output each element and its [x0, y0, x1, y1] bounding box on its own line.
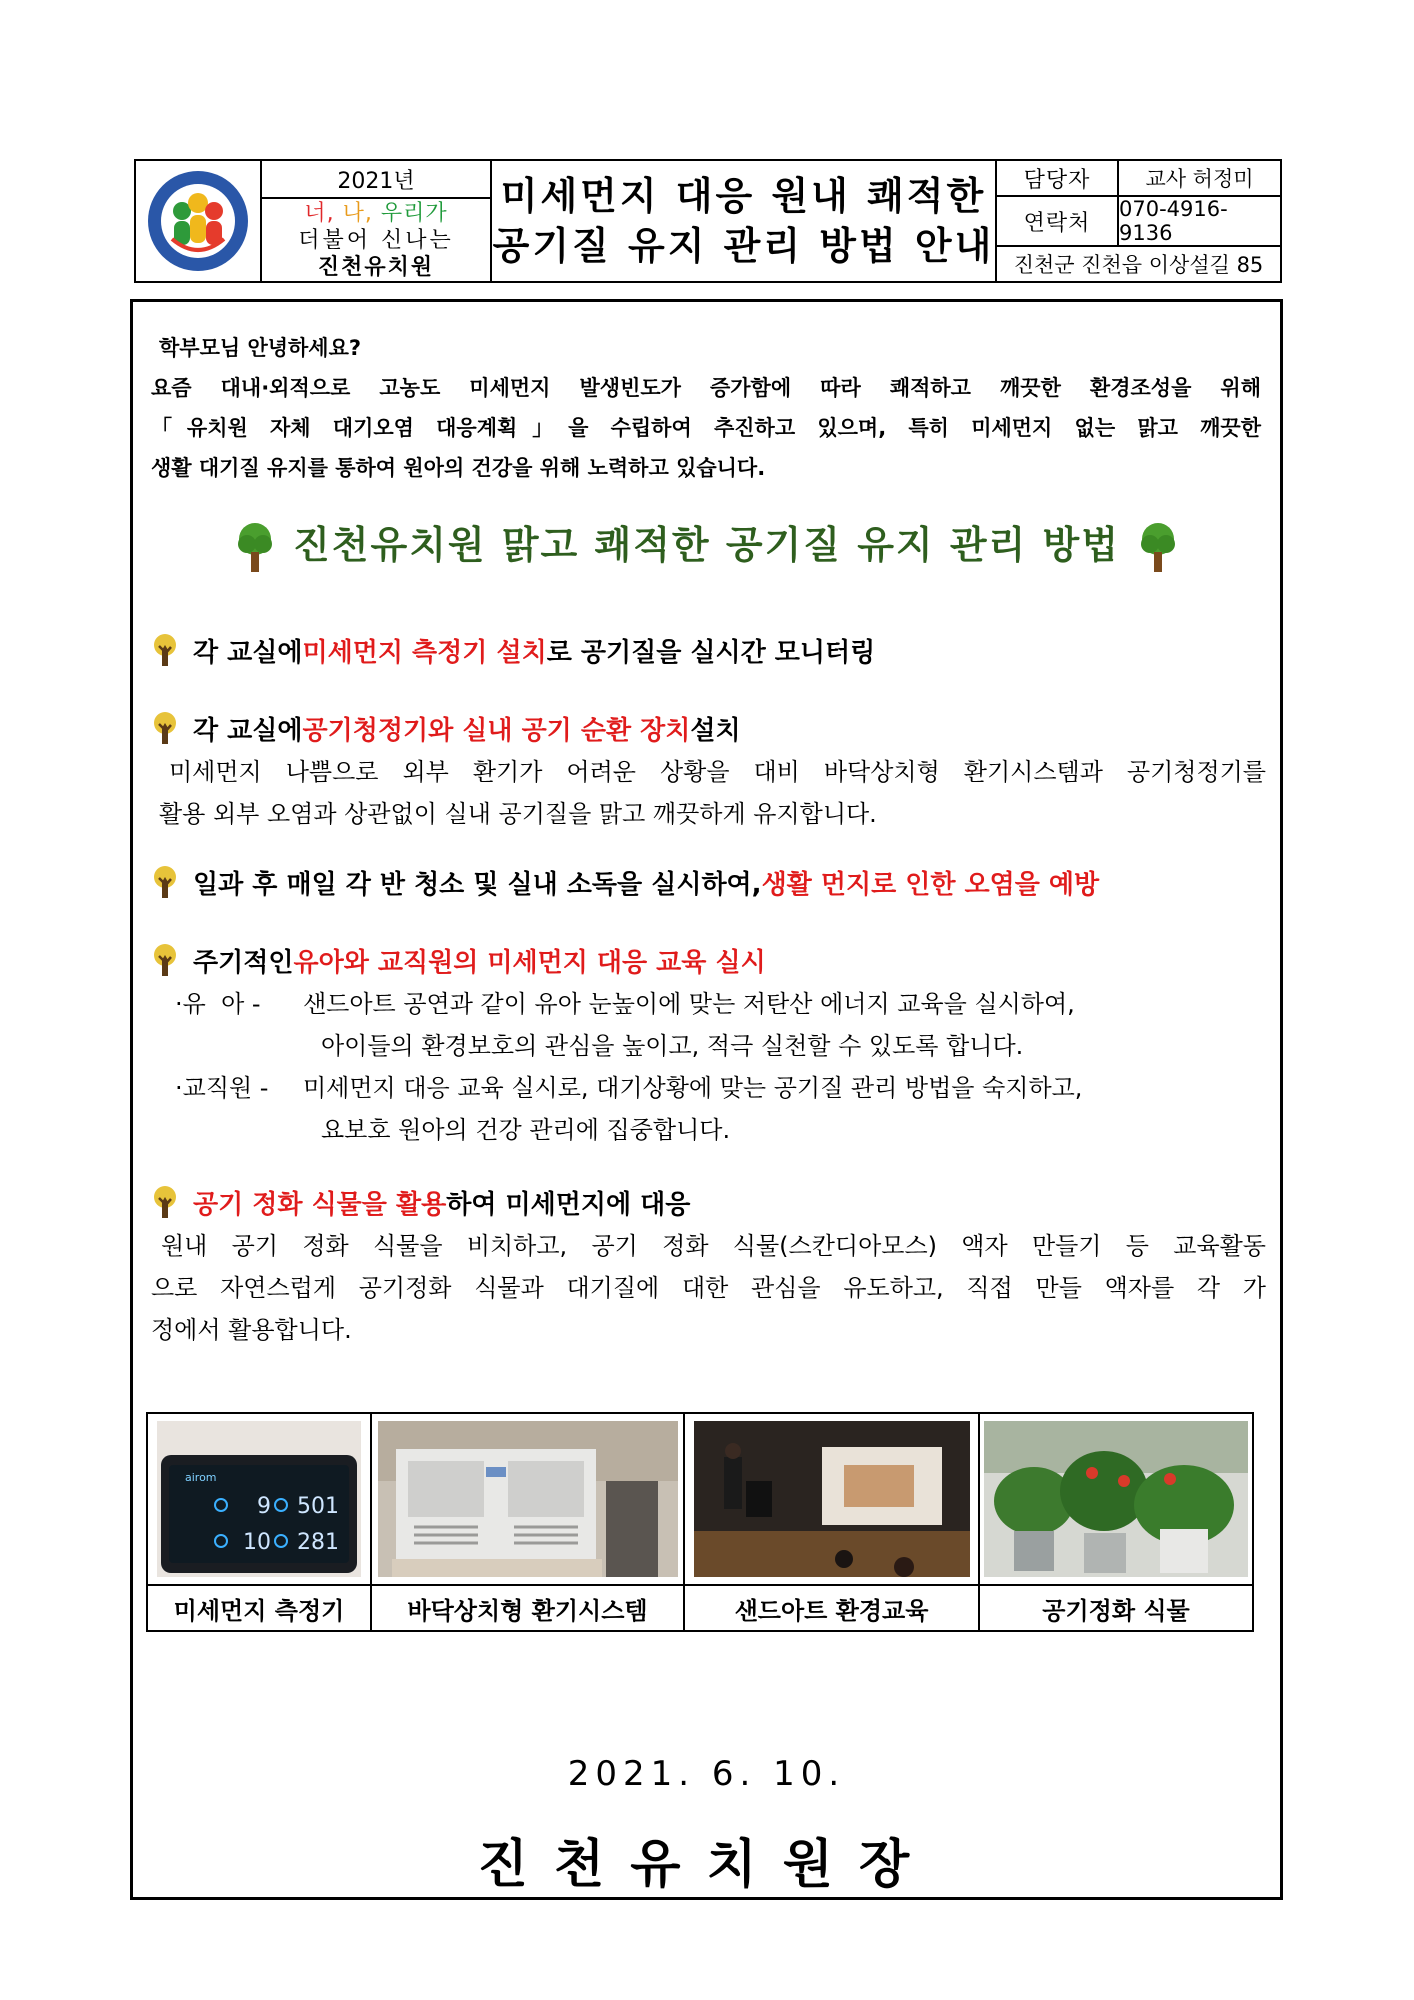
item-body	[151, 1221, 1266, 1351]
meter-value: 9	[257, 1494, 271, 1519]
item-text-highlight: 공기 정화 식물을 활용	[193, 1190, 447, 1220]
photo-cell	[372, 1414, 685, 1630]
slogan-word-1: 너,	[304, 200, 343, 226]
document-header	[134, 159, 1282, 283]
signature: 진천유치원장	[477, 1834, 936, 1895]
slogan-word-3: 우리가	[380, 200, 448, 226]
item-body-line: 으로 자연스럽게 공기정화 식물과 대기질에 대한 관심을 유도하고, 직접 만들 액자를 각 가	[151, 1274, 1266, 1302]
slogan-line-1	[304, 200, 447, 227]
item-heading	[151, 864, 1266, 901]
intro-paragraph	[151, 328, 1261, 488]
item-text-post: 하여 미세먼지에 대응	[446, 1190, 691, 1220]
school-logo	[136, 161, 262, 281]
tree-bullet-icon	[151, 866, 179, 900]
list-item	[151, 1184, 1266, 1351]
item-text-highlight: 생활 먼지로 인한 오염을 예방	[761, 870, 1100, 900]
title-line-2: 공기질 유지 관리 방법 안내	[492, 224, 995, 268]
sub-item-label: ·교직원 -	[175, 1074, 269, 1102]
meter-value: 281	[297, 1530, 339, 1555]
meter-value: 501	[297, 1494, 339, 1519]
photo-sand-art	[685, 1414, 978, 1586]
intro-line-1: 요즘 대내·외적으로 고농도 미세먼지 발생빈도가 증가함에 따라 쾌적하고 깨끗한 환경조성을 위해	[151, 376, 1261, 400]
item-text-post: 로 공기질을 실시간 모니터링	[546, 638, 876, 668]
sub-item-staff	[175, 1067, 1266, 1109]
meter-brand: airom	[185, 1471, 217, 1484]
document-date: 2021. 6. 10.	[567, 1754, 846, 1794]
tree-bullet-icon	[151, 1186, 179, 1220]
greeting: 학부모님 안녕하세요?	[159, 336, 362, 360]
item-body-line: 원내 공기 정화 식물을 비치하고, 공기 정화 식물(스칸디아모스) 액자 만들기 등 교육활동	[161, 1232, 1266, 1260]
item-heading	[151, 1184, 1266, 1221]
phone-label: 연락처	[997, 197, 1119, 245]
sub-item-line: 아이들의 환경보호의 관심을 높이고, 적극 실천할 수 있도록 합니다.	[321, 1032, 1024, 1060]
list-item	[151, 942, 1266, 1151]
contact-person-row	[997, 161, 1280, 197]
photo-cell	[980, 1414, 1252, 1630]
school-name: 진천유치원	[317, 254, 435, 280]
slogan-word-2: 나,	[342, 200, 381, 226]
item-text-highlight: 유아와 교직원의 미세먼지 대응 교육 실시	[293, 948, 766, 978]
tree-bullet-icon	[151, 944, 179, 978]
sub-item-line: 요보호 원아의 건강 관리에 집중합니다.	[321, 1116, 731, 1144]
contact-person-label: 담당자	[997, 161, 1119, 195]
contact-info	[997, 161, 1280, 281]
tree-icon	[235, 522, 275, 574]
phone-row	[997, 197, 1280, 247]
section-title	[133, 514, 1280, 574]
photo-ventilation-system	[372, 1414, 683, 1586]
item-heading	[151, 942, 1266, 979]
item-heading	[151, 710, 1266, 747]
slogan-line-2: 더불어 신나는	[298, 227, 454, 253]
main-content	[130, 299, 1283, 1900]
list-item	[151, 632, 1266, 669]
item-text-pre: 주기적인	[193, 948, 294, 978]
intro-line-2: 「유치원 자체 대기오염 대응계획」을 수립하여 추진하고 있으며, 특히 미세먼지 없는 맑고 깨끗한	[151, 416, 1261, 440]
photo-air-plants	[980, 1414, 1252, 1586]
item-body	[151, 747, 1266, 835]
item-heading	[151, 632, 1266, 669]
item-text-pre: 각 교실에	[193, 638, 303, 668]
school-slogan	[262, 199, 490, 281]
title-line-1: 미세먼지 대응 원내 쾌적한	[500, 174, 987, 218]
tree-icon	[1138, 522, 1178, 574]
item-body	[151, 979, 1266, 1151]
photo-table	[146, 1412, 1254, 1632]
item-body-line: 정에서 활용합니다.	[151, 1316, 352, 1344]
document-title	[492, 161, 997, 281]
photo-dust-meter	[148, 1414, 370, 1586]
contact-person-value: 교사 허정미	[1145, 167, 1254, 191]
item-text-pre: 각 교실에	[193, 716, 303, 746]
photo-caption: 공기정화 식물	[1042, 1596, 1190, 1625]
phone-value: 070-4916-9136	[1119, 197, 1228, 245]
item-text-highlight: 공기청정기와 실내 공기 순환 장치	[302, 716, 691, 746]
sub-item-label: ·유 아 -	[175, 990, 261, 1018]
meter-value: 10	[243, 1530, 271, 1555]
photo-caption: 미세먼지 측정기	[173, 1596, 345, 1625]
section-title-text: 진천유치원 맑고 쾌적한 공기질 유지 관리 방법	[293, 523, 1120, 567]
tree-bullet-icon	[151, 712, 179, 746]
sub-item-children	[175, 983, 1266, 1025]
item-text-pre: 일과 후 매일 각 반 청소 및 실내 소독을 실시하여,	[193, 870, 762, 900]
item-text-highlight: 미세먼지 측정기 설치	[302, 638, 547, 668]
photo-cell	[685, 1414, 980, 1630]
photo-cell	[148, 1414, 372, 1630]
tree-bullet-icon	[151, 634, 179, 668]
sub-item-line: 샌드아트 공연과 같이 유아 눈높이에 맞는 저탄산 에너지 교육을 실시하여,	[303, 990, 1075, 1018]
item-text-post: 설치	[690, 716, 741, 746]
list-item	[151, 710, 1266, 835]
intro-line-3: 생활 대기질 유지를 통하여 원아의 건강을 위해 노력하고 있습니다.	[151, 456, 766, 480]
photo-caption: 바닥상치형 환기시스템	[407, 1596, 648, 1625]
school-info	[262, 161, 492, 281]
address-row	[997, 247, 1280, 281]
item-body-line: 활용 외부 오염과 상관없이 실내 공기질을 맑고 깨끗하게 유지합니다.	[159, 800, 877, 828]
item-body-line: 미세먼지 나쁨으로 외부 환기가 어려운 상황을 대비 바닥상치형 환기시스템과 공기청정기를	[169, 758, 1266, 786]
list-item	[151, 864, 1266, 901]
address: 진천군 진천읍 이상설길 85	[1013, 253, 1264, 277]
sub-item-line: 미세먼지 대응 교육 실시로, 대기상황에 맞는 공기질 관리 방법을 숙지하고,	[303, 1074, 1083, 1102]
year-label: 2021년	[262, 161, 490, 199]
photo-caption: 샌드아트 환경교육	[734, 1596, 929, 1625]
